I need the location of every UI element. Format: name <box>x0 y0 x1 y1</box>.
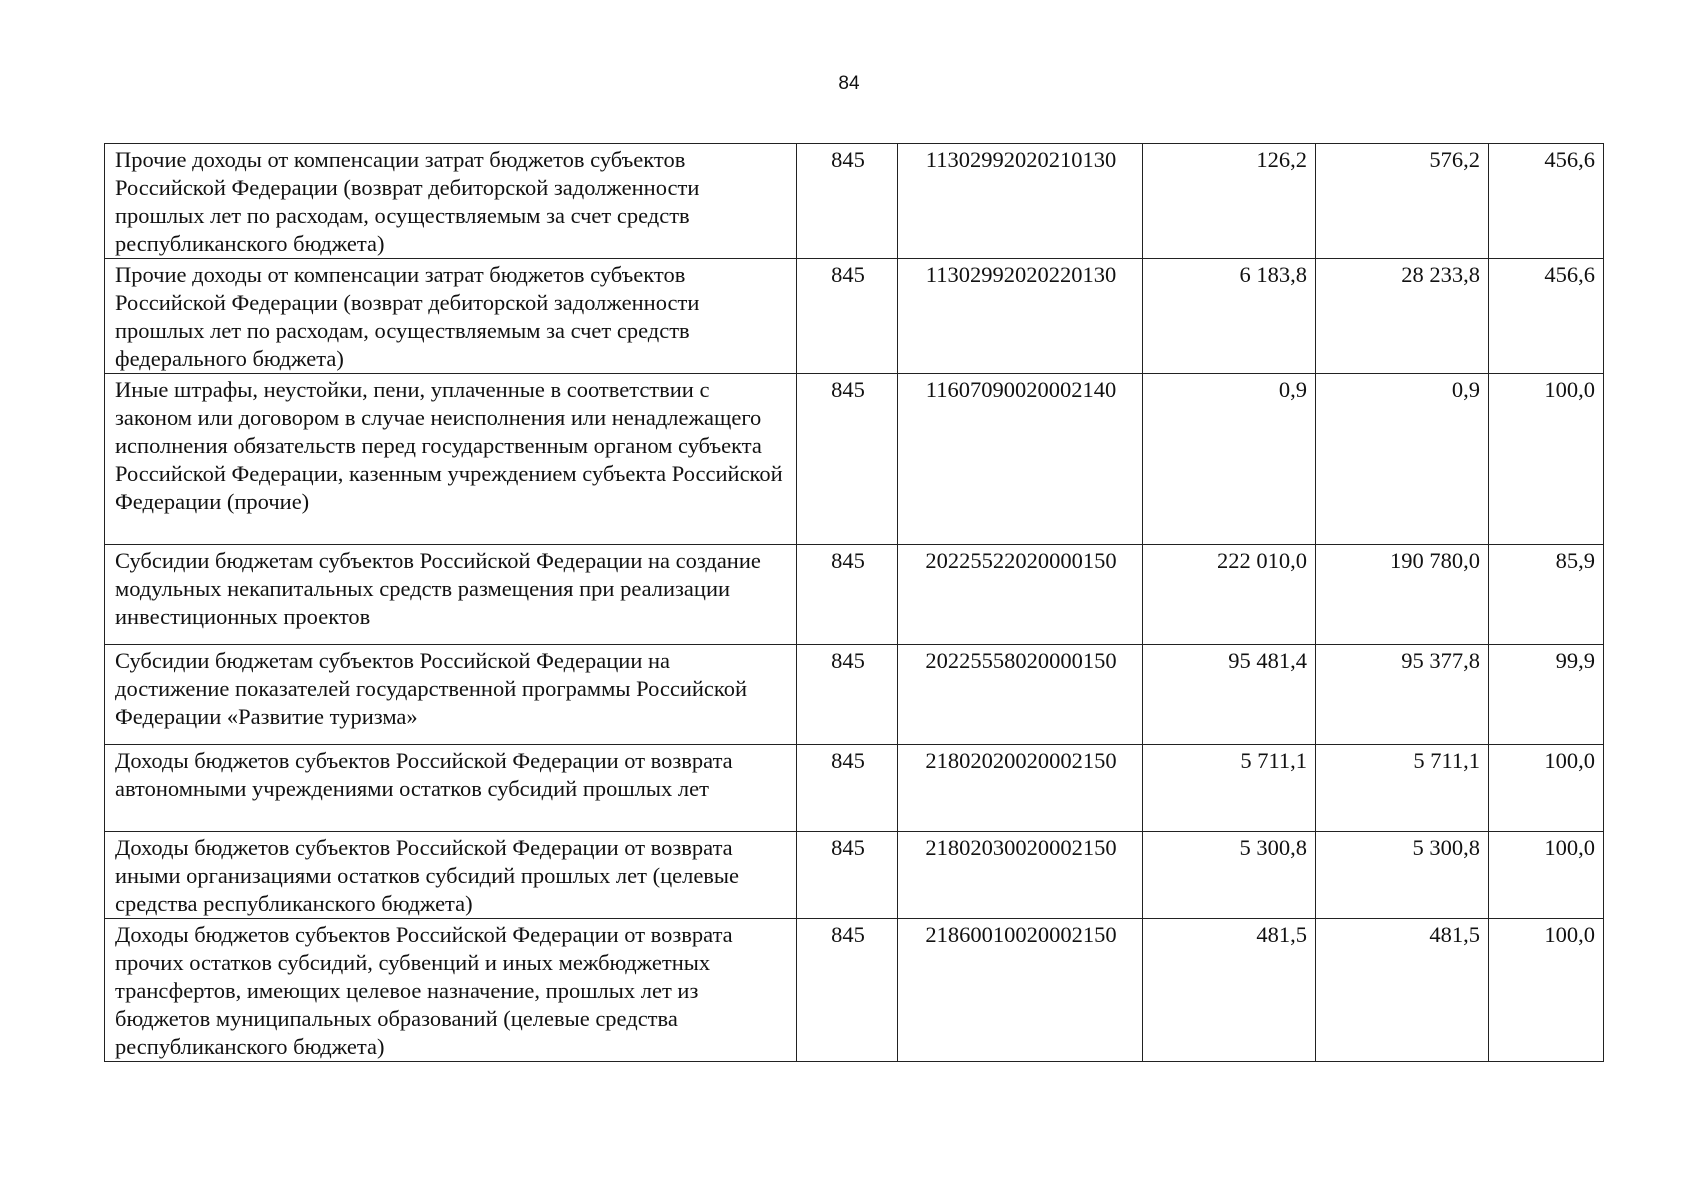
amount-1-cell: 481,5 <box>1143 919 1316 1062</box>
amount-1-cell: 0,9 <box>1143 374 1316 545</box>
amount-1-cell: 222 010,0 <box>1143 545 1316 645</box>
revenue-name-cell: Доходы бюджетов субъектов Российской Федерации от возврата иными организациями остатков субсидий прошлых лет (целевые средства республиканского бюджета) <box>105 832 797 919</box>
amount-2-cell: 28 233,8 <box>1316 259 1489 374</box>
percent-cell: 100,0 <box>1489 919 1604 1062</box>
budget-classification-code-cell: 21802020020002150 <box>898 745 1143 832</box>
administrator-code-cell: 845 <box>797 745 898 832</box>
administrator-code-cell: 845 <box>797 832 898 919</box>
percent-cell: 85,9 <box>1489 545 1604 645</box>
budget-classification-code-cell: 21802030020002150 <box>898 832 1143 919</box>
amount-2-cell: 481,5 <box>1316 919 1489 1062</box>
table-row <box>105 745 1604 832</box>
amount-1-cell: 6 183,8 <box>1143 259 1316 374</box>
table-row <box>105 144 1604 259</box>
administrator-code-cell: 845 <box>797 144 898 259</box>
percent-cell: 99,9 <box>1489 645 1604 745</box>
amount-2-cell: 190 780,0 <box>1316 545 1489 645</box>
amount-1-cell: 5 300,8 <box>1143 832 1316 919</box>
amount-2-cell: 5 300,8 <box>1316 832 1489 919</box>
table-row <box>105 374 1604 545</box>
amount-2-cell: 0,9 <box>1316 374 1489 545</box>
administrator-code-cell: 845 <box>797 645 898 745</box>
revenue-table <box>104 143 1604 1062</box>
amount-1-cell: 95 481,4 <box>1143 645 1316 745</box>
revenue-name-cell: Доходы бюджетов субъектов Российской Федерации от возврата прочих остатков субсидий, субвенций и иных межбюджетных трансфертов, имеющих целевое назначение, прошлых лет из бюджетов муниципальных образований (целевые средства республиканского бюджета) <box>105 919 797 1062</box>
budget-classification-code-cell: 11302992020220130 <box>898 259 1143 374</box>
amount-2-cell: 95 377,8 <box>1316 645 1489 745</box>
amount-2-cell: 5 711,1 <box>1316 745 1489 832</box>
page-number: 84 <box>838 73 860 94</box>
percent-cell: 100,0 <box>1489 745 1604 832</box>
revenue-name-cell: Прочие доходы от компенсации затрат бюджетов субъектов Российской Федерации (возврат дебиторской задолженности прошлых лет по расходам, осуществляемым за счет средств республиканского бюджета) <box>105 144 797 259</box>
revenue-name-cell: Доходы бюджетов субъектов Российской Федерации от возврата автономными учреждениями остатков субсидий прошлых лет <box>105 745 797 832</box>
administrator-code-cell: 845 <box>797 919 898 1062</box>
budget-classification-code-cell: 11302992020210130 <box>898 144 1143 259</box>
percent-cell: 456,6 <box>1489 144 1604 259</box>
budget-classification-code-cell: 21860010020002150 <box>898 919 1143 1062</box>
administrator-code-cell: 845 <box>797 545 898 645</box>
amount-1-cell: 5 711,1 <box>1143 745 1316 832</box>
percent-cell: 456,6 <box>1489 259 1604 374</box>
revenue-name-cell: Субсидии бюджетам субъектов Российской Федерации на создание модульных некапитальных средств размещения при реализации инвестиционных проектов <box>105 545 797 645</box>
percent-cell: 100,0 <box>1489 374 1604 545</box>
budget-classification-code-cell: 11607090020002140 <box>898 374 1143 545</box>
table-row <box>105 259 1604 374</box>
budget-classification-code-cell: 20225522020000150 <box>898 545 1143 645</box>
revenue-name-cell: Иные штрафы, неустойки, пени, уплаченные в соответствии с законом или договором в случае неисполнения или ненадлежащего исполнения обязательств перед государственным органом субъекта Российской Федерации, казенным учреждением субъекта Российской Федерации (прочие) <box>105 374 797 545</box>
percent-cell: 100,0 <box>1489 832 1604 919</box>
administrator-code-cell: 845 <box>797 259 898 374</box>
table-row <box>105 919 1604 1062</box>
table-row <box>105 832 1604 919</box>
budget-classification-code-cell: 20225558020000150 <box>898 645 1143 745</box>
amount-2-cell: 576,2 <box>1316 144 1489 259</box>
amount-1-cell: 126,2 <box>1143 144 1316 259</box>
administrator-code-cell: 845 <box>797 374 898 545</box>
table-row <box>105 545 1604 645</box>
revenue-name-cell: Прочие доходы от компенсации затрат бюджетов субъектов Российской Федерации (возврат дебиторской задолженности прошлых лет по расходам, осуществляемым за счет средств федерального бюджета) <box>105 259 797 374</box>
revenue-name-cell: Субсидии бюджетам субъектов Российской Федерации на достижение показателей государственной программы Российской Федерации «Развитие туризма» <box>105 645 797 745</box>
table-row <box>105 645 1604 745</box>
